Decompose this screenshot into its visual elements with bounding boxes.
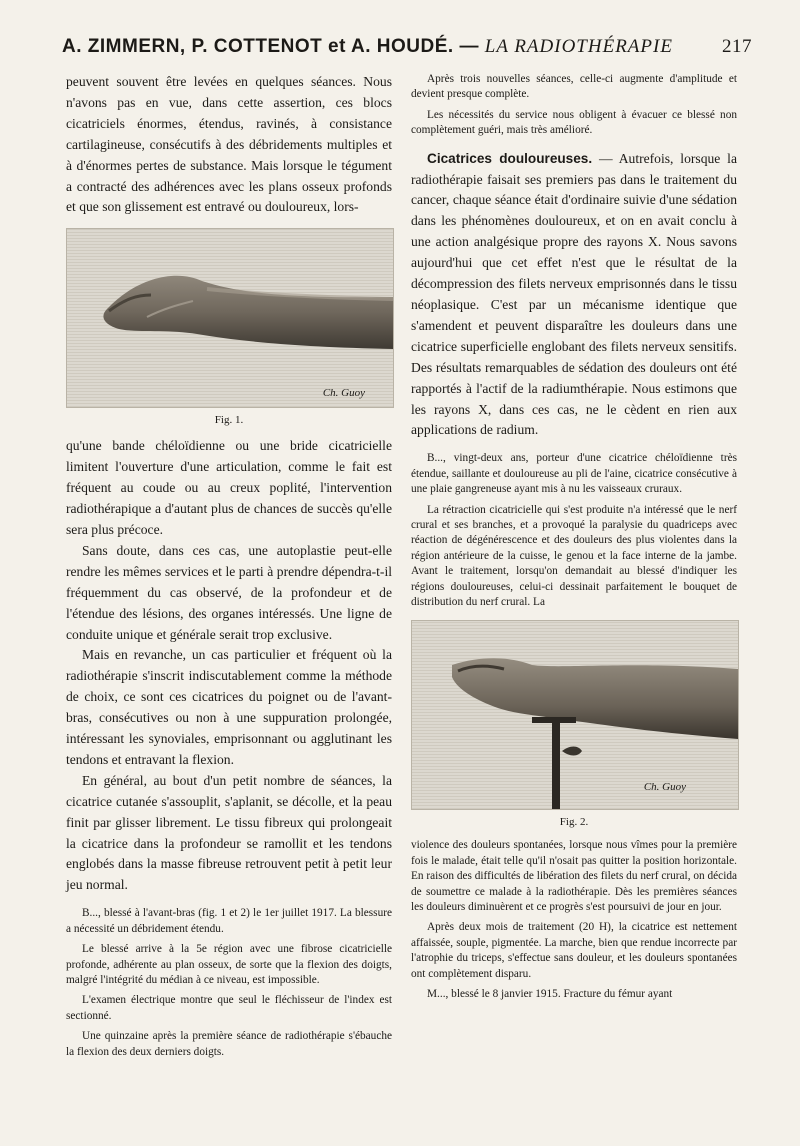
right-paragraph-1: [411, 149, 737, 442]
left-paragraph-4: Mais en revanche, un cas particulier et fréquent où la radiothérapie s'inscrit indiscutablement comme la méthode de choix, ce sont ces cicatrices du poignet ou de l'avant-bras, consécutives ou non à une suppuration prolongée, intéressant les synoviales, emprisonnant ou agglutinant les tendons et entravant la flexion.: [66, 647, 392, 767]
figure-1-caption: Fig. 1.: [214, 414, 244, 427]
right-case-5: violence des douleurs spontanées, lorsque nous vîmes pour la première fois le malade, était telle qu'il n'osait pas quitter la position horizontale. En raison des difficultés de libération des filets du nerf crural, on décida de soumettre ce malade à la radiothérapie. Dès les premières séances les douleurs diminuèrent et ce progrès s'est poursuivi de jour en jour.: [411, 839, 737, 913]
right-paragraph-1-text: — Autrefois, lorsque la radiothérapie faisait ses premiers pas dans le traitement du cancer, chaque séance était d'ordinaire suivie d'une sédation dans les phénomènes douloureux, et on en avait conclu à une action analgésique propre des rayons X. Nous savons aujourd'hui que cet effet n'est que le résultat de la décompression des filets nerveux emprisonnés dans le tissu néoplasique. C'est par un mécanisme identique que s'amendent et peuvent disparaître les douleurs dans une cicatrice superficielle englobant des filets nerveux sensitifs. Des résultats remarquables de sédation des douleurs ont été rapportés à l'actif de la radiumthérapie. Nous estimons que les rayons X, dans ces cas, ne le cèdent en rien aux applications de radium.: [411, 150, 737, 438]
figure-2-caption: Fig. 2.: [559, 816, 589, 829]
left-paragraph-1: peuvent souvent être levées en quelques séances. Nous n'avons pas en vue, dans cette assertion, ces blocs cicatriciels énormes, étendus, ravinés, à consistance cartilagineuse, consécutifs à des débridements multiples et à d'énormes pertes de substance. Mais lorsque le tégument a contracté des adhérences avec les plans osseux profonds et que son glissement est entravé ou douloureux, lors-: [66, 74, 392, 215]
page-header: [62, 36, 752, 66]
left-paragraph-2: qu'une bande chéloïdienne ou une bride cicatricielle limitent l'ouverture d'une articulation, comme le fait est fréquent au coude ou au creux poplité, l'intervention radiothérapique a d'autant plus de chances de succès qu'elle sera plus précoce.: [66, 438, 392, 537]
forearm-on-stand-image: [412, 621, 738, 809]
page-number: 217: [722, 36, 752, 57]
left-case-4: Une quinzaine après la première séance de radiothérapie s'ébauche la flexion des deux derniers doigts.: [66, 1030, 392, 1058]
figure-2-signature: Ch. Guoy: [643, 781, 686, 794]
figure-1-signature: Ch. Guoy: [322, 387, 365, 400]
header-authors: A. ZIMMERN, P. COTTENOT et A. HOUDÉ.: [62, 36, 454, 57]
left-case-1: B..., blessé à l'avant-bras (fig. 1 et 2) le 1er juillet 1917. La blessure a nécessité un débridement étendu.: [66, 907, 392, 935]
figure-1-photo: [66, 228, 394, 408]
figure-2-photo: [411, 620, 739, 810]
forearm-image: [67, 229, 393, 407]
right-column: [411, 72, 737, 1002]
header-title: LA RADIOTHÉRAPIE: [484, 36, 673, 57]
section-heading: Cicatrices douloureuses.: [427, 150, 593, 166]
left-case-2: Le blessé arrive à la 5e région avec une fibrose cicatricielle profonde, adhérente au plan osseux, de sorte que la flexion des doigts, malgré l'intégrité du médian à ce niveau, est impossible.: [66, 943, 392, 986]
right-case-4: La rétraction cicatricielle qui s'est produite n'a intéressé que le nerf crural et ses branches, et a provoqué la paralysie du quadriceps avec réaction de dégénérescence et des douleurs des plus violentes dans la région antérieure de la cuisse, le genou et la face interne de la jambe. Avant le traitement, lorsqu'on demandait au blessé d'indiquer les régions douloureuses, celui-ci dessinait parfaitement le bouquet de distribution du nerf crural. La: [411, 503, 737, 608]
right-case-3: B..., vingt-deux ans, porteur d'une cicatrice chéloïdienne très étendue, saillante et douloureuse au pli de l'aine, cicatrice consécutive à une plaie gangreneuse ayant mis à nu les vaisseaux cruraux.: [411, 452, 737, 496]
left-paragraph-3: Sans doute, dans ces cas, une autoplastie peut-elle rendre les mêmes services et le parti à prendre dépendra-t-il fréquemment du cas observé, de la profondeur et de l'étendue des lésions, des organes intéressés. Une ligne de conduite unique et générale serait trop exclusive.: [66, 542, 392, 642]
right-case-1: Après trois nouvelles séances, celle-ci augmente d'amplitude et devient presque complète.: [411, 73, 737, 101]
right-case-6: Après deux mois de traitement (20 H), la cicatrice est nettement affaissée, souple, pigmentée. La marche, bien que rendue incorrecte par l'atrophie du triceps, s'effectue sans douleur, et les douleurs spontanées ont complètement disparu.: [411, 921, 737, 980]
left-case-3: L'examen électrique montre que seul le fléchisseur de l'index est sectionné.: [66, 994, 392, 1022]
header-dash: —: [453, 36, 485, 57]
right-case-7: M..., blessé le 8 janvier 1915. Fracture du fémur ayant: [427, 988, 673, 1001]
left-column: [66, 72, 392, 1060]
left-paragraph-5: En général, au bout d'un petit nombre de séances, la cicatrice cutanée s'assouplit, s'aplanit, se décolle, et la peau finit par glisser librement. Le tissu fibreux qui prolongeait la cicatrice dans la profondeur se ramollit et les tendons englobés dans la masse fibreuse retrouvent petit à petit leur jeu normal.: [66, 772, 392, 893]
right-case-2: Les nécessités du service nous obligent à évacuer ce blessé non complètement guéri, mais très amélioré.: [411, 108, 737, 137]
